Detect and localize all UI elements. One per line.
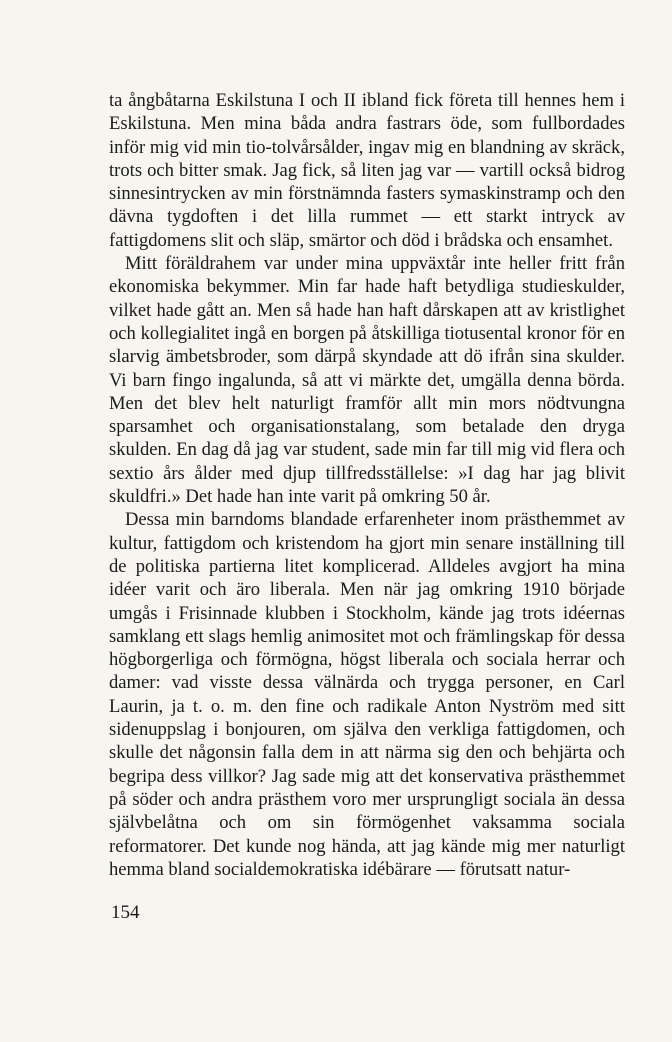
paragraph-1: ta ångbåtarna Eskilstuna I och II ibland fick företa till hennes hem i Eskilstuna. Men mina båda andra fastrars öde, som fullbordades inför mig vid min tio-tolvårsålder, ingav mig en blandning av skräck, trots och bitter smak. Jag fick, så liten jag var — vartill också bidrog sinnesintrycken av min förstnämnda fasters symaskinstramp och den dävna tygdoften i det lilla rummet — ett starkt intryck av fattigdomens slit och släp, smärtor och död i brådska och ensamhet. (109, 90, 625, 251)
body-text (109, 89, 625, 881)
paragraph-2: Mitt föräldrahem var under mina uppväxtår inte heller fritt från ekonomiska bekymmer. Min far hade haft betydliga studieskulder, vilket hade gått an. Men så hade han haft dårskapen att av kristlighet och kollegialitet ingå en borgen på åtskilliga tiotusental kronor för en slarvig ämbetsbroder, som därpå skyndade att dö ifrån sina skulder. Vi barn fingo ingalunda, så att vi märkte det, umgälla denna börda. Men det blev helt naturligt framför allt min mors nödtvungna sparsamhet och organisationstalang, som betalade den dryga skulden. En dag då jag var student, sade min far till mig vid flera och sextio års ålder med djup tillfredsställelse: »I dag har jag blivit skuldfri.» Det hade han inte varit på omkring 50 år. (109, 253, 625, 508)
page-number: 154 (111, 902, 140, 923)
paragraph-3: Dessa min barndoms blandade erfarenheter inom prästhemmet av kultur, fattigdom och kristendom ha gjort min senare inställning till de politiska partierna litet komplicerad. Alldeles avgjort ha mina idéer varit och äro liberala. Men när jag omkring 1910 började umgås i Frisinnade klubben i Stockholm, kände jag trots idéernas samklang ett slags hemlig animositet mot och främlingskap för dessa högborgerliga och förmögna, högst liberala och sociala herrar och damer: vad visste dessa välnärda och trygga personer, en Carl Laurin, ja t. o. m. den fine och radikale Anton Nyström med sitt sidenuppslag i bonjouren, om själva den verkliga fattigdomen, och skulle det någonsin falla dem in att närma sig den och behjärta och begripa dess villkor? Jag sade mig att det konservativa prästhemmet på söder och andra prästhem voro mer ursprungligt sociala än dessa självbelåtna och om sin förmögenhet vaksamma sociala reformatorer. Det kunde nog hända, att jag kände mig mer naturligt hemma bland socialdemokratiska idébärare — förutsatt natur- (109, 509, 625, 880)
